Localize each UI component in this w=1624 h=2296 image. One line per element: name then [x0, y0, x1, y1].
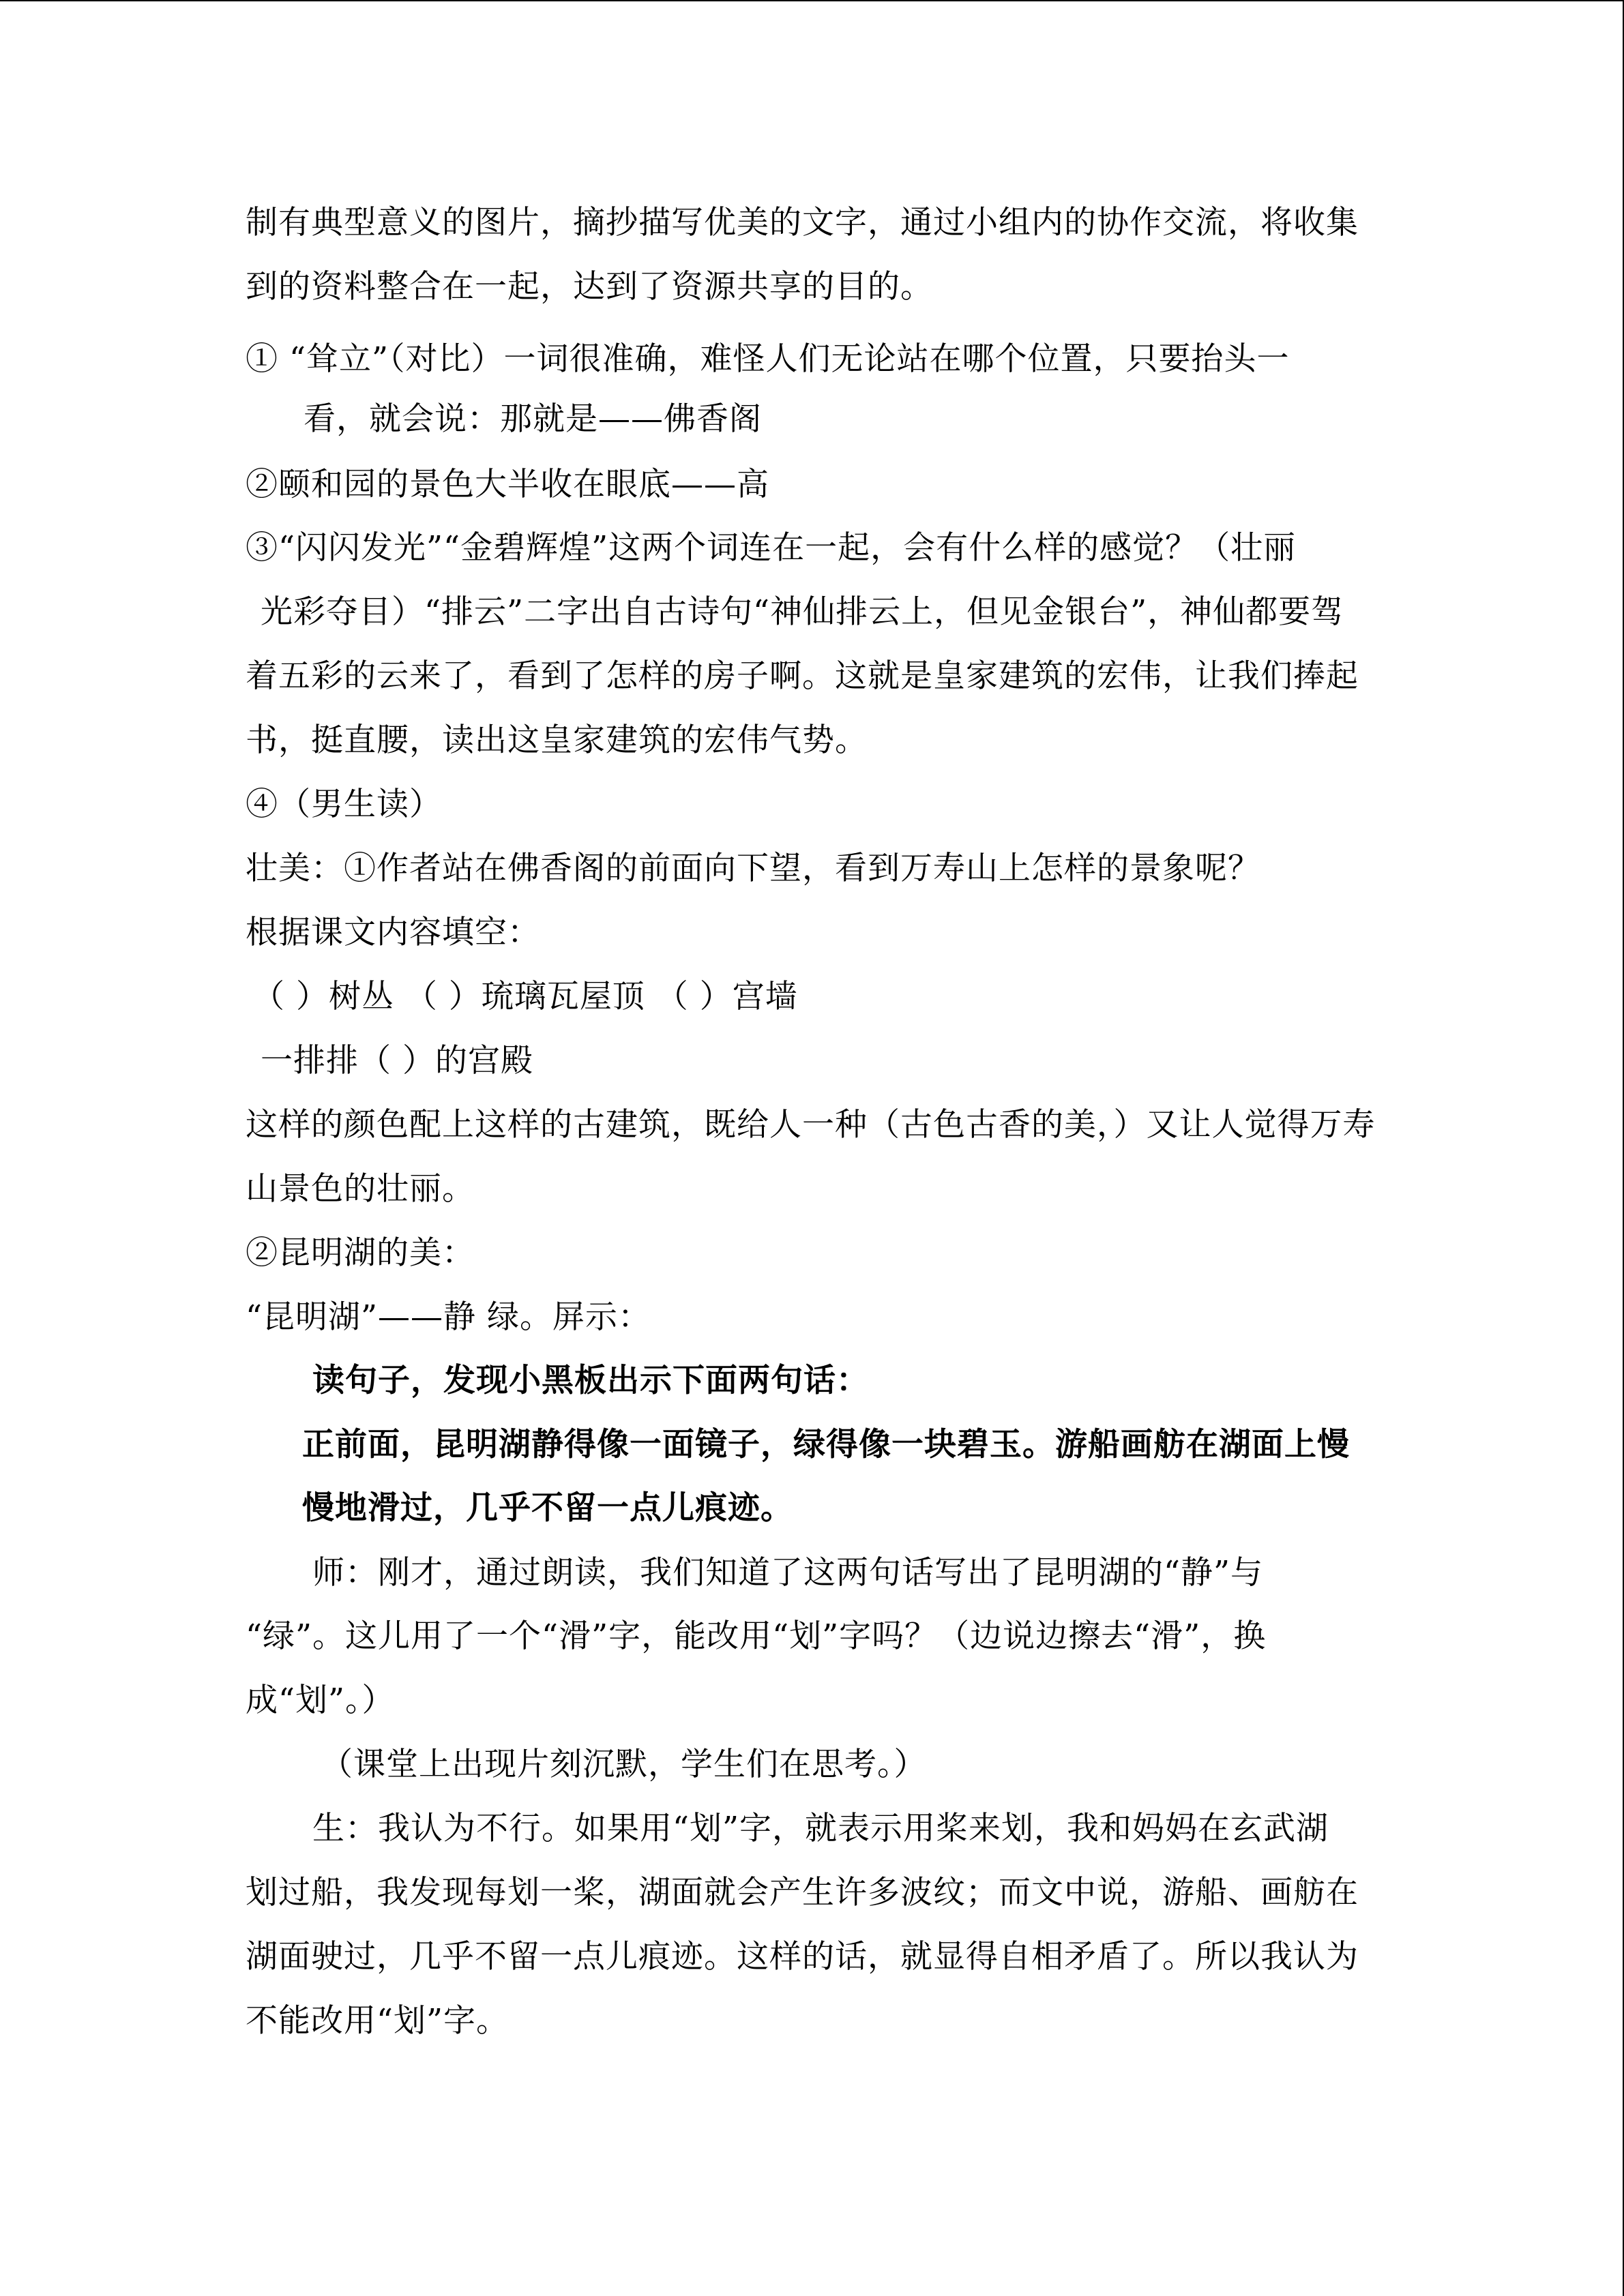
text-line: 成“划”。）	[246, 1682, 395, 1719]
text-line: 师：刚才，通过朗读，我们知道了这两句话写出了昆明湖的“静”与	[312, 1554, 1264, 1592]
text-line: ③“闪闪发光”“金碧辉煌”这两个词连在一起，会有什么样的感觉？（壮丽	[246, 529, 1297, 567]
text-line: 到的资料整合在一起，达到了资源共享的目的。	[246, 268, 933, 305]
fill-in-blank-line: 一排排（ ）的宫殿	[261, 1042, 533, 1079]
text-line: （课堂上出现片刻沉默，学生们在思考。）	[321, 1746, 927, 1783]
text-line: 这样的颜色配上这样的古建筑，既给人一种（古色古香的美，）又让人觉得万寿	[246, 1106, 1376, 1144]
text-line: 根据课文内容填空：	[246, 914, 540, 951]
text-line: 划过船，我发现每划一桨，湖面就会产生许多波纹；而文中说，游船、画舫在	[246, 1874, 1359, 1911]
text-line: 不能改用“划”字。	[246, 2002, 510, 2040]
text-line: ②昆明湖的美：	[246, 1234, 475, 1272]
text-line: 着五彩的云来了，看到了怎样的房子啊。这就是皇家建筑的宏伟，让我们捧起	[246, 657, 1359, 695]
bold-instruction-line: 读句子，发现小黑板出示下面两句话：	[312, 1362, 869, 1399]
bold-quote-line: 正前面，昆明湖静得像一面镜子，绿得像一块碧玉。游船画舫在湖面上慢	[302, 1426, 1350, 1463]
text-line: 壮美：①作者站在佛香阁的前面向下望，看到万寿山上怎样的景象呢？	[246, 850, 1260, 887]
text-line: ④（男生读）	[246, 786, 442, 823]
text-line: 看，就会说：那就是——佛香阁	[304, 400, 762, 438]
text-line: 制有典型意义的图片，摘抄描写优美的文字，通过小组内的协作交流，将收集	[246, 204, 1359, 241]
fill-in-blank-line: （ ）树丛 （ ）琉璃瓦屋顶 （ ）宫墙	[252, 978, 798, 1015]
bold-quote-line: 慢地滑过，几乎不留一点儿痕迹。	[302, 1489, 793, 1527]
text-line: “昆明湖”——静 绿。屏示：	[246, 1298, 651, 1336]
text-line: ① “耸立”（对比）一词很准确，难怪人们无论站在哪个位置，只要抬头一	[246, 340, 1290, 378]
text-line: ②颐和园的景色大半收在眼底——高	[246, 466, 769, 503]
text-line: “绿”。这儿用了一个“滑”字，能改用“划”字吗？（边说边擦去“滑”，换	[246, 1617, 1267, 1655]
text-line: 光彩夺目）“排云”二字出自古诗句“神仙排云上，但见金银台”，神仙都要驾	[261, 593, 1344, 631]
text-line: 湖面驶过，几乎不留一点儿痕迹。这样的话，就显得自相矛盾了。所以我认为	[246, 1938, 1359, 1976]
text-line: 生：我认为不行。如果用“划”字，就表示用桨来划，我和妈妈在玄武湖	[312, 1810, 1329, 1847]
text-line: 山景色的壮丽。	[246, 1170, 475, 1208]
text-line: 书，挺直腰，读出这皇家建筑的宏伟气势。	[246, 721, 868, 759]
